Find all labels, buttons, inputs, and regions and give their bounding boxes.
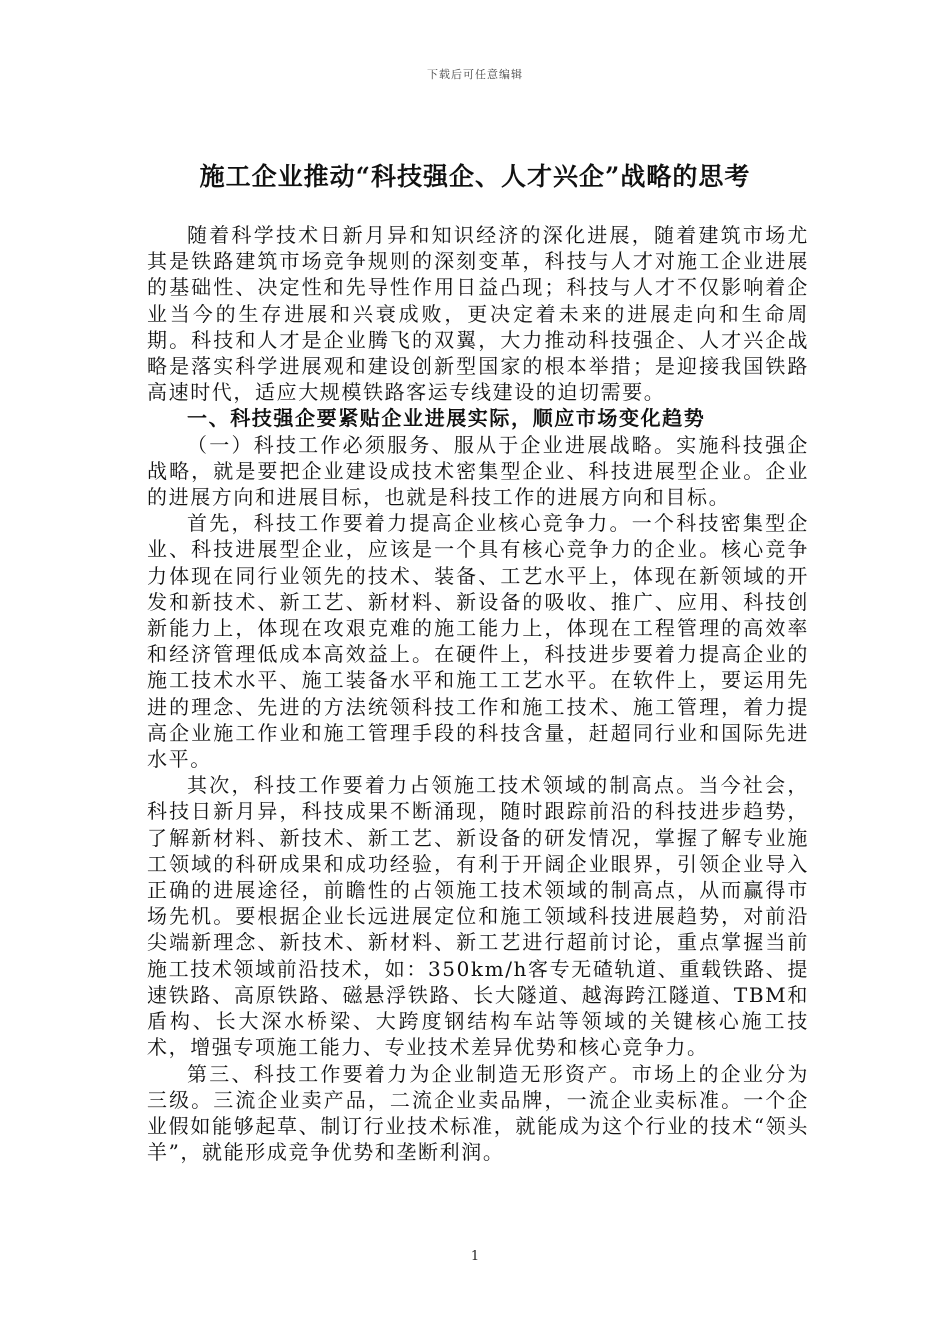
document-title: 施工企业推动“科技强企、人才兴企”战略的思考 [199, 162, 751, 191]
body-paragraph: 第三、科技工作要着力为企业制造无形资产。市场上的企业分为三级。三流企业卖产品，二流企业卖品牌，一流企业卖标准。一个企业假如能够起草、制订行业技术标准，就能成为这个行业的技术“领头羊”，就能形成竞争优势和垄断利润。 [147, 1061, 809, 1165]
body-paragraph: （一）科技工作必须服务、服从于企业进展战略。实施科技强企战略，就是要把企业建设成技术密集型企业、科技进展型企业。企业的进展方向和进展目标，也就是科技工作的进展方向和目标。 [147, 432, 809, 510]
body-paragraph: 其次，科技工作要着力占领施工技术领域的制高点。当今社会，科技日新月异，科技成果不断涌现，随时跟踪前沿的科技进步趋势，了解新材料、新技术、新工艺、新设备的研发情况，掌握了解专业施工领域的科研成果和成功经验，有利于开阔企业眼界，引领企业导入正确的进展途径，前瞻性的占领施工技术领域的制高点，从而赢得市场先机。要根据企业长远进展定位和施工领域科技进展趋势，对前沿尖端新理念、新技术、新材料、新工艺进行超前讨论，重点掌握当前施工技术领域前沿技术，如：350km/h客专无碴轨道、重载铁路、提速铁路、高原铁路、磁悬浮铁路、长大隧道、越海跨江隧道、TBM和盾构、长大深水桥梁、大跨度钢结构车站等领域的关键核心施工技术，增强专项施工能力、专业技术差异优势和核心竞争力。 [147, 773, 809, 1060]
page-number: 1 [470, 1249, 480, 1264]
header-note: 下载后可任意编辑 [427, 68, 523, 81]
document-body [147, 222, 809, 1165]
body-paragraph: 首先，科技工作要着力提高企业核心竞争力。一个科技密集型企业、科技进展型企业，应该是一个具有核心竞争力的企业。核心竞争力体现在同行业领先的技术、装备、工艺水平上，体现在新领域的开发和新技术、新工艺、新材料、新设备的吸收、推广、应用、科技创新能力上，体现在攻艰克难的施工能力上，体现在工程管理的高效率和经济管理低成本高效益上。在硬件上，科技进步要着力提高企业的施工技术水平、施工装备水平和施工工艺水平。在软件上，要运用先进的理念、先进的方法统领科技工作和施工技术、施工管理，着力提高企业施工作业和施工管理手段的科技含量，赶超同行业和国际先进水平。 [147, 511, 809, 772]
section-heading: 一、科技强企要紧贴企业进展实际，顺应市场变化趋势 [187, 406, 706, 431]
intro-paragraph: 随着科学技术日新月异和知识经济的深化进展，随着建筑市场尤其是铁路建筑市场竞争规则的深刻变革，科技与人才对施工企业进展的基础性、决定性和先导性作用日益凸现；科技与人才不仅影响着企业当今的生存进展和兴衰成败，更决定着未来的进展走向和生命周期。科技和人才是企业腾飞的双翼，大力推动科技强企、人才兴企战略是落实科学进展观和建设创新型国家的根本举措；是迎接我国铁路高速时代，适应大规模铁路客运专线建设的迫切需要。 [147, 223, 809, 405]
